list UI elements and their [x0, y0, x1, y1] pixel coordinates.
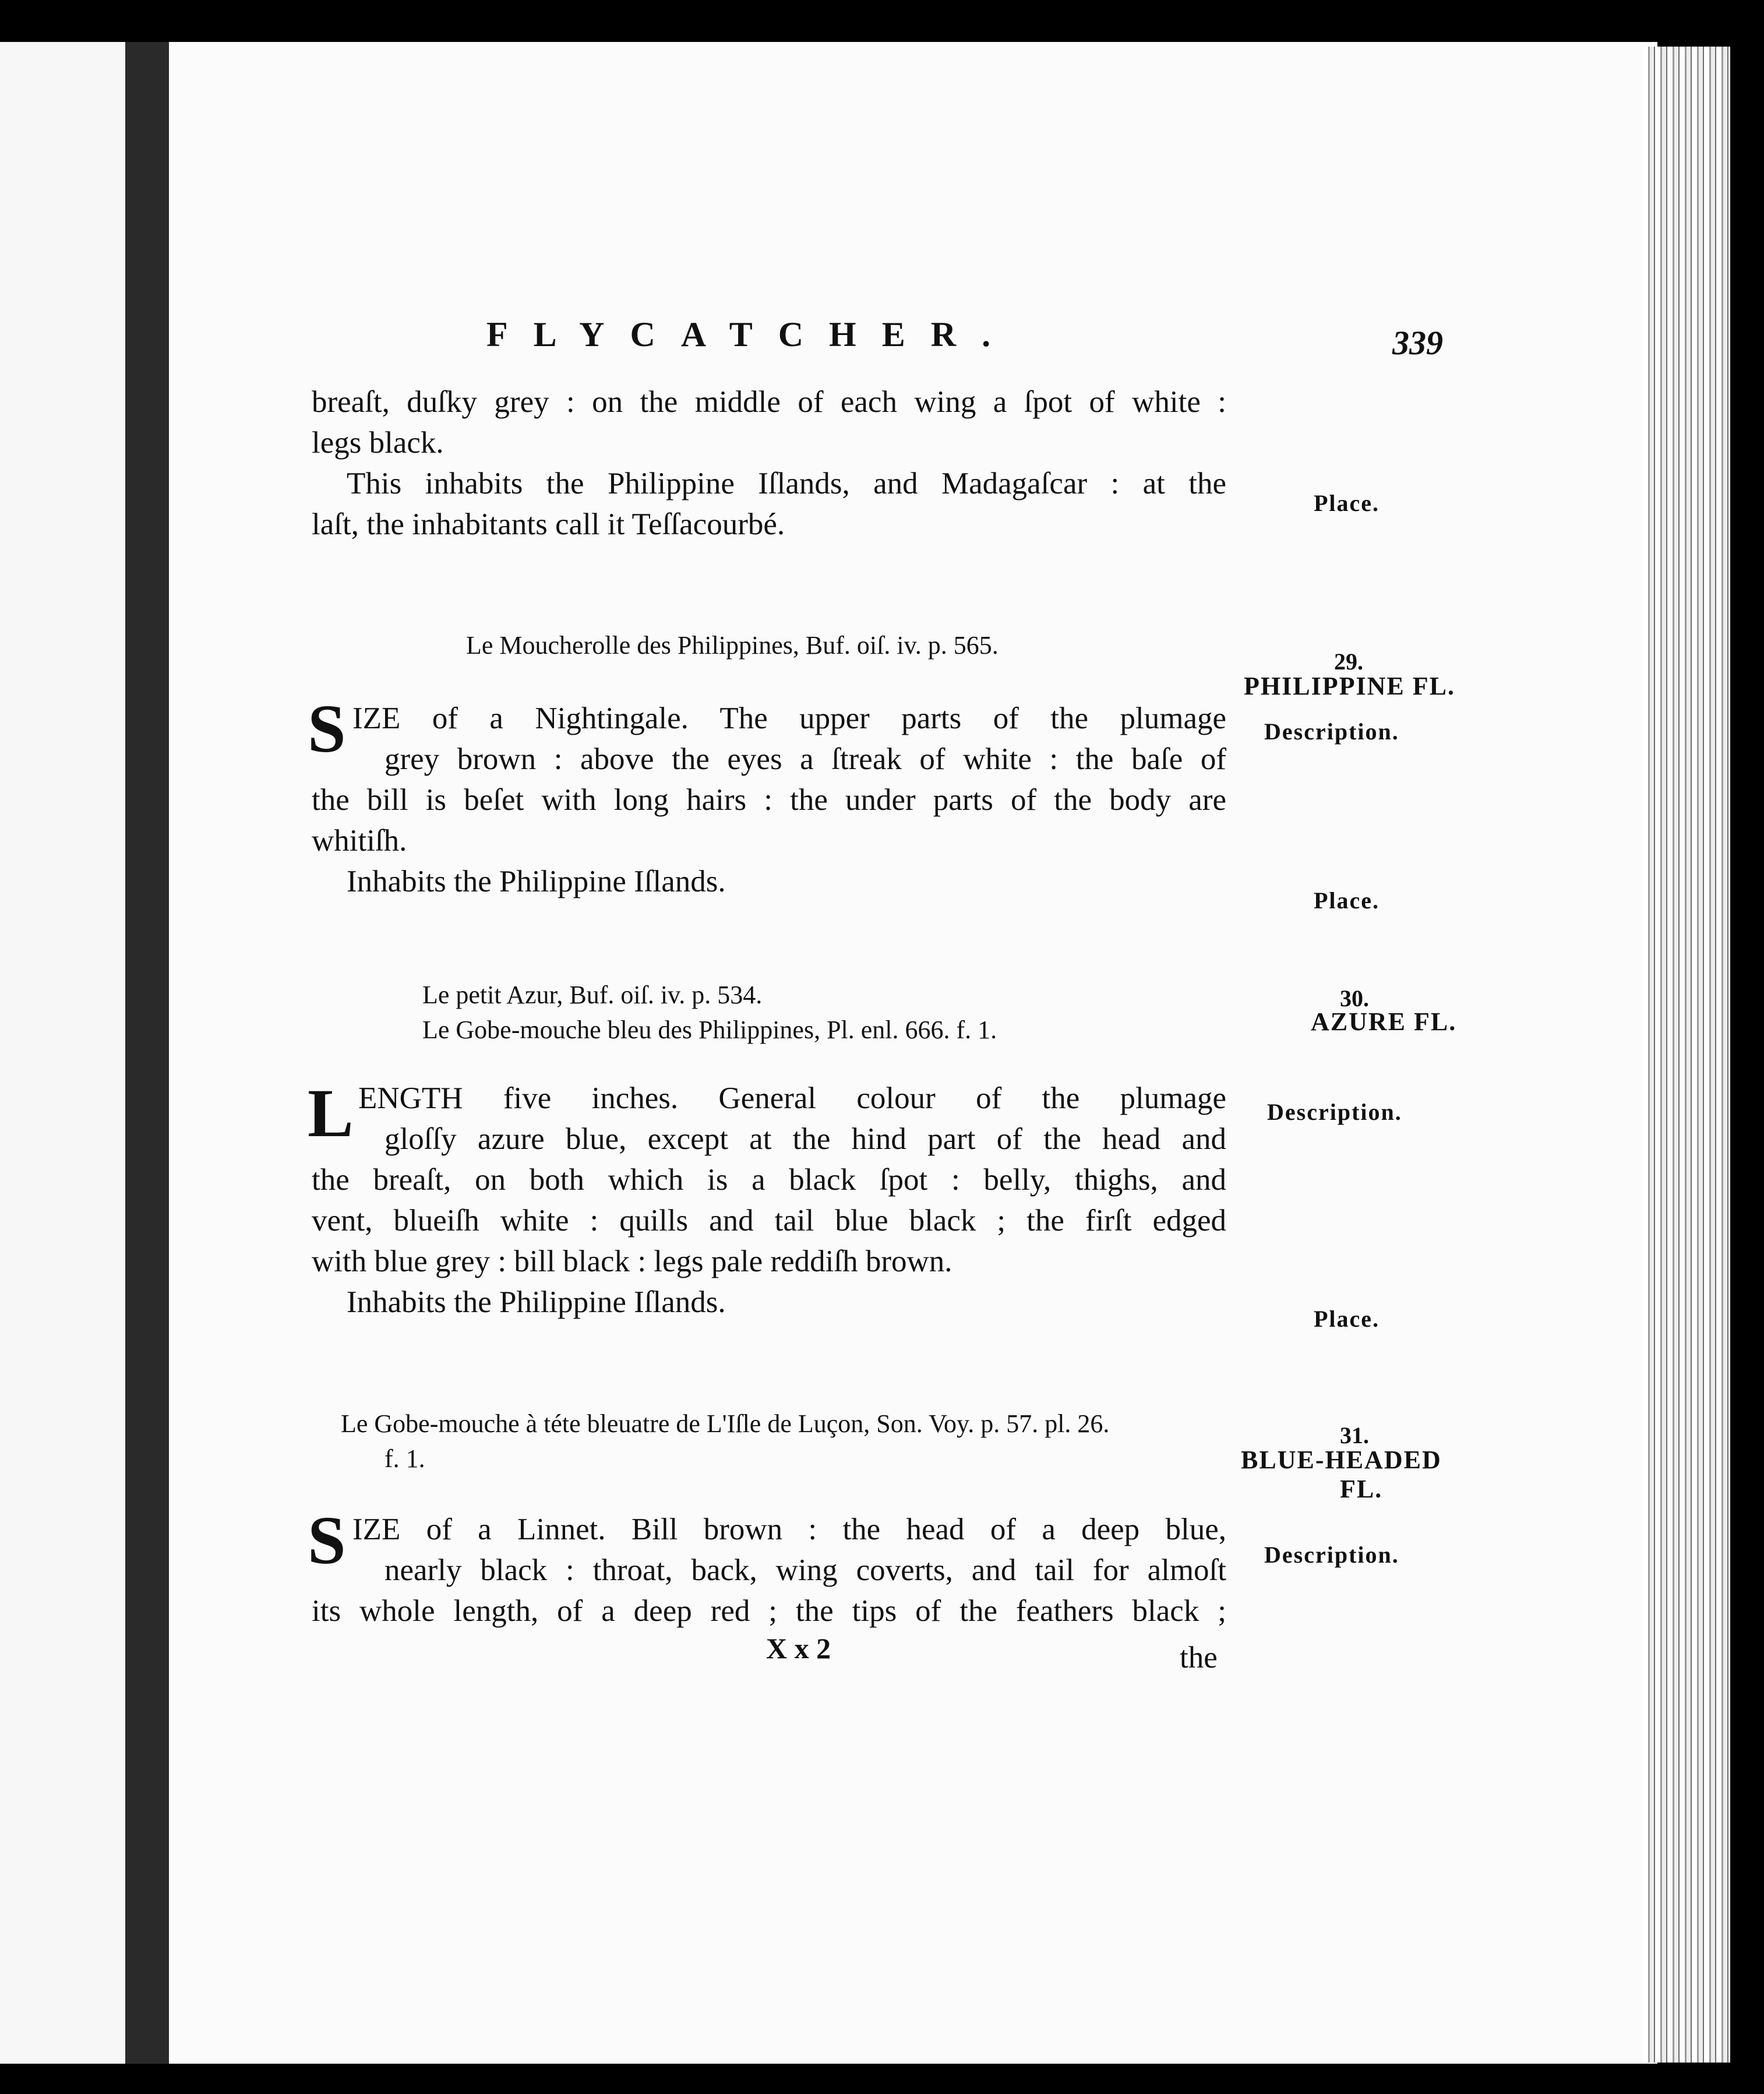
text-line: legs black.: [312, 426, 444, 460]
intro-text: [312, 382, 1226, 545]
text-line: its whole length, of a deep red ; the tips of the feathers black ;: [312, 1594, 1226, 1628]
book-gutter: [125, 42, 169, 2064]
text-line: the breaſt, on both which is a black ſpot : belly, thighs, and: [312, 1163, 1226, 1197]
text-line: nearly black : throat, back, wing coverts, and tail for almoſt: [384, 1553, 1226, 1587]
margin-species-name: PHILIPPINE FL.: [1244, 672, 1455, 700]
margin-place: Place.: [1314, 490, 1380, 516]
margin-species-name: AZURE FL.: [1311, 1007, 1457, 1036]
drop-capital: S: [308, 1502, 346, 1578]
synonym-reference: Le Gobe-mouche à téte bleuatre de L'Iſle de Luçon, Son. Voy. p. 57. pl. 26.: [341, 1409, 1110, 1438]
text-line: IZE of a Nightingale. The upper parts of the plumage: [352, 701, 1226, 735]
text-line: Inhabits the Philippine Iſlands.: [347, 865, 726, 898]
text-line: laſt, the inhabitants call it Teſſacourbé.: [312, 507, 785, 541]
margin-number: 30.: [1340, 985, 1369, 1011]
page-number: 339: [1392, 324, 1443, 362]
text-line: This inhabits the Philippine Iſlands, and Madagaſcar : at the: [347, 467, 1226, 500]
margin-description: Description.: [1264, 1542, 1399, 1568]
synonym-reference: Le Gobe-mouche bleu des Philippines, Pl. enl. 666. f. 1.: [422, 1016, 997, 1044]
margin-number: 31.: [1340, 1422, 1369, 1448]
entry-30-text: [312, 1078, 1226, 1323]
left-page-edge: [0, 42, 128, 2064]
entry-29-text: [312, 698, 1226, 902]
entry-31-text: [312, 1509, 1226, 1631]
drop-capital: L: [308, 1075, 354, 1151]
text-line: with blue grey : bill black : legs pale reddiſh brown.: [312, 1245, 952, 1278]
synonym-reference: Le petit Azur, Buf. oiſ. iv. p. 534.: [422, 981, 763, 1009]
text-line: gloſſy azure blue, except at the hind part of the head and: [384, 1122, 1226, 1156]
text-line: the bill is beſet with long hairs : the under parts of the body are: [312, 783, 1226, 817]
text-line: Inhabits the Philippine Iſlands.: [347, 1285, 726, 1319]
signature-mark: X x 2: [766, 1632, 831, 1665]
synonym-reference: f. 1.: [384, 1444, 425, 1473]
text-line: ENGTH five inches. General colour of the plumage: [358, 1081, 1226, 1115]
margin-place: Place.: [1314, 1306, 1380, 1332]
margin-description: Description.: [1264, 718, 1399, 745]
margin-number: 29.: [1334, 648, 1363, 675]
margin-species-name: BLUE-HEADED: [1241, 1446, 1442, 1474]
drop-capital: S: [308, 690, 346, 767]
catchword: the: [1180, 1641, 1218, 1675]
margin-species-name: FL.: [1340, 1475, 1383, 1503]
synonym-reference: Le Moucherolle des Philippines, Buf. oiſ. iv. p. 565.: [466, 631, 999, 660]
text-line: breaſt, duſky grey : on the middle of each wing a ſpot of white :: [312, 385, 1226, 419]
text-line: vent, blueiſh white : quills and tail blue black ; the firſt edged: [312, 1204, 1226, 1238]
text-line: IZE of a Linnet. Bill brown : the head of a deep blue,: [352, 1513, 1226, 1546]
page-stack-edge: [1643, 47, 1730, 2063]
scan-border: [1730, 0, 1764, 2094]
margin-place: Place.: [1314, 887, 1380, 914]
text-line: grey brown : above the eyes a ſtreak of white : the baſe of: [384, 742, 1226, 776]
margin-description: Description.: [1267, 1099, 1402, 1125]
text-line: whitiſh.: [312, 824, 407, 858]
running-head: FLYCATCHER.: [486, 315, 1017, 354]
